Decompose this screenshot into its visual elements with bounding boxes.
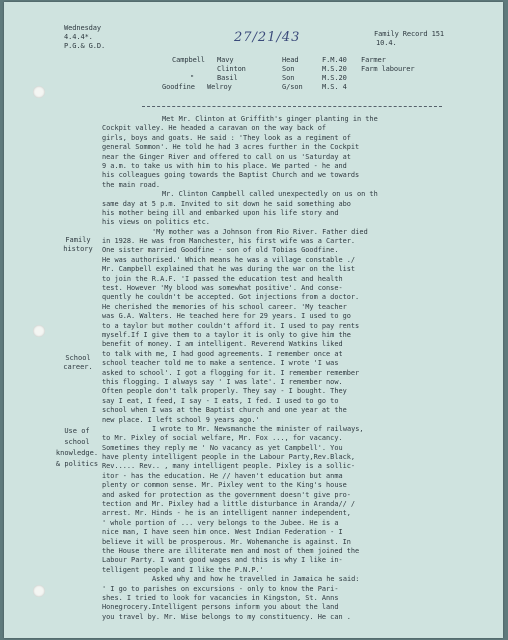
member-code: F.M.40 <box>322 56 347 64</box>
body-line: you travel by. Mr. Wise belongs to my constituency. He can . <box>102 612 351 621</box>
margin-note-school-knowledge: Use of school knowledge. & politics <box>55 427 99 468</box>
body-line: telligent people and I like the P.N.P.' <box>102 565 264 574</box>
body-line: ' whole portion of ... very belongs to the Jubee. He is a <box>102 518 339 527</box>
body-line: myself.If I give them to a taylor it is only to give him the <box>102 330 351 339</box>
body-line: in 1928. He was from Manchester, his first wife was a Carter. <box>102 237 356 246</box>
body-line: believe it will be prosperous. Mr. Wohemanche is against. In <box>102 537 351 546</box>
body-line: same day at 5 p.m. Invited to sit down he said something abo <box>102 199 351 208</box>
body-line: Honegrocery.Intelligent persons inform you about the land <box>102 603 339 612</box>
member-given: Mavy <box>217 56 234 64</box>
body-line: Often people don't talk properly. They say - I bought. They <box>102 387 347 396</box>
punch-hole <box>33 325 45 337</box>
body-line: say I eat, I feed, I say - I eats, I fed. I used to go to <box>102 396 339 405</box>
margin-note-school-career: School career. <box>63 354 93 371</box>
body-line: this flogging. I always say ' I was late'. I remember now. <box>102 377 343 386</box>
member-relation: Head <box>282 56 299 64</box>
divider <box>142 106 442 107</box>
member-occupation: Farmer <box>361 56 386 64</box>
member-given: Clinton <box>217 65 246 73</box>
member-code: M.S.20 <box>322 65 347 73</box>
body-line: Sometimes they reply me ' No vacancy as yet Campbell'. You <box>102 443 343 452</box>
body-line: benefit of money. I am intelligent. Reverend Watkins liked <box>102 340 343 349</box>
body-text <box>102 115 494 622</box>
punch-hole <box>33 585 45 597</box>
record-title: Family Record 151 <box>374 30 444 38</box>
body-line: near the Ginger River and offered to call on us 'Saturday at <box>102 152 351 161</box>
body-line: 9 a.m. to take us with him to his place. We parted - he and <box>102 161 347 170</box>
body-line: One sister married Goodfine - son of old Tobias Goodfine. <box>102 246 339 255</box>
member-relation: G/son <box>282 83 303 91</box>
member-relation: Son <box>282 74 295 82</box>
member-surname: Campbell <box>172 56 205 64</box>
body-line: shes. I tried to look for vacancies in Kingston, St. Anns <box>102 593 339 602</box>
record-number: 10.4. <box>376 39 397 47</box>
body-line: asked to school'. I got a flogging for it. I remember remember <box>102 368 360 377</box>
body-line: I wrote to Mr. Newsmanche the minister of railways, <box>152 424 364 433</box>
document-page <box>4 2 503 638</box>
body-line: was G.A. Walters. He teached here for 29 years. I used to go <box>102 312 351 321</box>
body-line: to a taylor but mother couldn't afford it. I used to pay rents <box>102 321 360 330</box>
body-line: He cherished the memories of his school career. 'My teacher <box>102 302 347 311</box>
member-surname: Goodfine <box>162 83 195 91</box>
body-line: arrest. Mr. Hinds - he is an intelligent nanner independent, <box>102 509 351 518</box>
body-line: nice man, I have seen him once. West Indian Federation - I <box>102 528 343 537</box>
body-line: school teacher told me to make a sentence. I wrote 'I was <box>102 359 339 368</box>
body-line: Labour Party. I want good wages and this is why I like in- <box>102 556 343 565</box>
member-occupation: Farm labourer <box>361 65 415 73</box>
body-line: Mr. Clinton Campbell called unexpectedly on us on th <box>162 190 378 199</box>
body-line: Mr. Campbell explained that he was during the war on the list <box>102 265 356 274</box>
body-line: the House there are illiterate men and most of them joined the <box>102 546 360 555</box>
body-line: girls, boys and goats. He said : 'They look as a regiment of <box>102 133 351 142</box>
member-given: Welroy <box>207 83 232 91</box>
body-line: ' I go to parishes on excursions - only to know the Pari- <box>102 584 339 593</box>
body-line: his mother being ill and embarked upon his life story and <box>102 208 339 217</box>
body-line: to talk with me, I had good agreements. I remember once at <box>102 349 343 358</box>
body-line: plenty or common sense. Mr. Pixley went to the King's house <box>102 481 347 490</box>
member-surname: " <box>190 74 195 82</box>
body-line: and asked for protection as the government doesn't give pro- <box>102 490 351 499</box>
body-line: his views on politics etc. <box>102 218 210 227</box>
body-line: his colleagues going towards the Baptist Church and we towards <box>102 171 360 180</box>
body-line: to Mr. Pixley of social welfare, Mr. Fox ..., for vacancy. <box>102 434 343 443</box>
member-code: M.S. 4 <box>322 83 347 91</box>
body-line: have plenty intelligent people in the Labour Party,Rev.Black, <box>102 453 356 462</box>
body-line: Cockpit valley. He headed a caravan on the way back of <box>102 124 327 133</box>
body-line: to join the R.A.F. 'I passed the education test and health <box>102 274 343 283</box>
body-line: Met Mr. Clinton at Griffith's ginger planting in the <box>162 115 378 123</box>
body-line: itor - has the education. He // haven't education but anma <box>102 471 343 480</box>
member-code: M.S.20 <box>322 74 347 82</box>
body-line: Asked why and how he travelled in Jamaica he said: <box>152 575 360 584</box>
date-day: Wednesday <box>64 24 102 32</box>
body-line: the main road. <box>102 180 161 189</box>
punch-hole <box>33 86 45 98</box>
margin-note-family-history: Family history <box>63 236 93 253</box>
interviewer-initials: P.G.& G.D. <box>64 42 106 50</box>
body-line: general Sommon'. He told he had 3 acres further in the Cockpit <box>102 143 360 152</box>
body-line: 'My mother was a Johnson from Rio River. Father died <box>152 227 368 236</box>
date: 4.4.4*. <box>64 33 93 41</box>
body-line: test. However 'My blood was somewhat positive'. And conse- <box>102 284 343 293</box>
body-line: new place. I left school 9 years ago.' <box>102 415 260 424</box>
member-given: Basil <box>217 74 238 82</box>
member-relation: Son <box>282 65 295 73</box>
body-line: quently he couldn't be accepted. Got injections from a doctor. <box>102 293 360 302</box>
body-line: tection and Mr. Pixley had a little disturbance in Aranda// / <box>102 500 356 509</box>
body-line: Rev..... Rev.. , many intelligent people. Pixley is a sollic- <box>102 462 356 471</box>
body-line: school when I was at the Baptist church and one year at the <box>102 406 347 415</box>
handwritten-date: 27/21/43 <box>234 30 301 45</box>
body-line: He was authorised.' Which means he was a village constable ./ <box>102 255 356 264</box>
